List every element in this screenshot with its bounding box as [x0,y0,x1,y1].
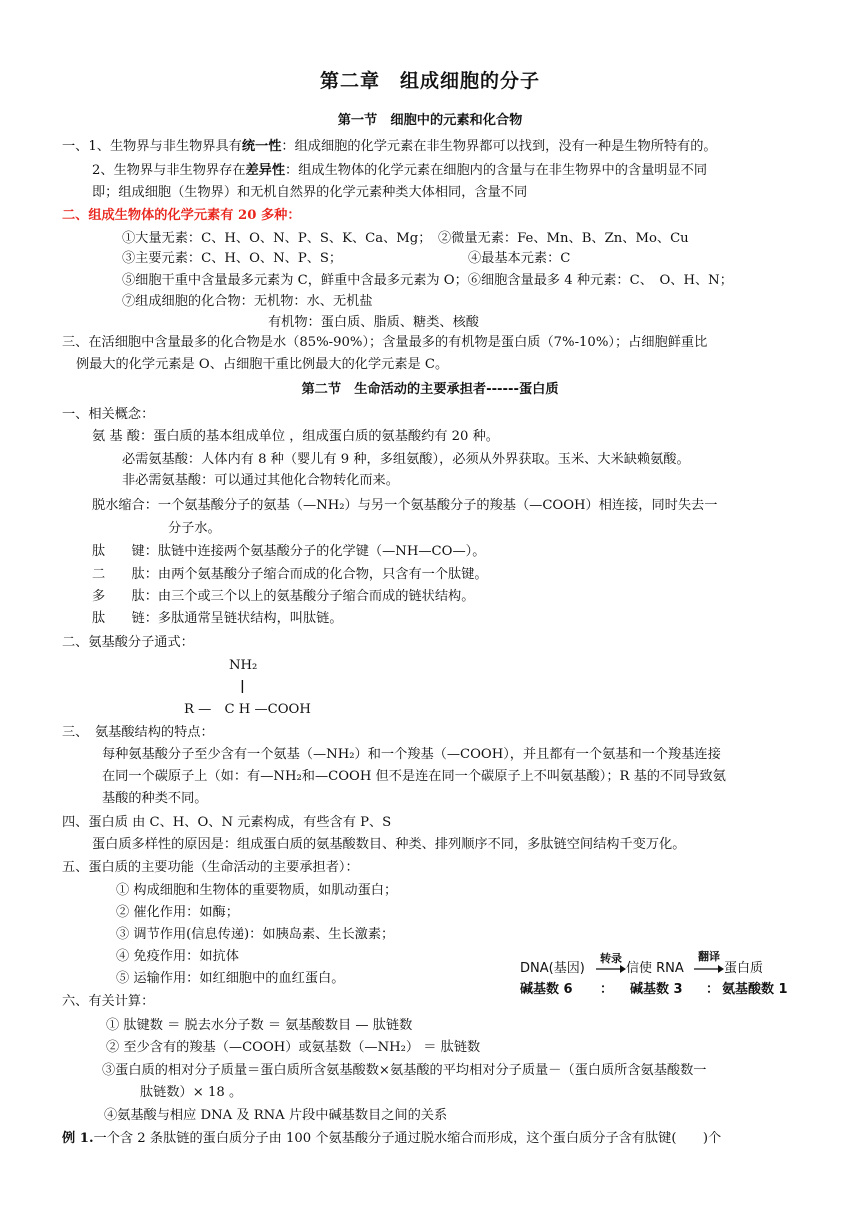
calc-peptide-bonds: ① 肽键数 ＝ 脱去水分子数 ＝ 氨基酸数目 — 肽链数 [106,1018,413,1033]
paragraph-water-cont: 例最大的化学元素是 O、占细胞干重比例最大的化学元素是 C。 [76,357,449,372]
calc-base-ratio: ④氨基酸与相应 DNA 及 RNA 片段中碱基数目之间的关系 [104,1108,448,1123]
unity-keyword: 统一性 [241,139,282,154]
function-immunity: ④ 免疫作用：如抗体 [116,949,239,964]
unity-lead: 一、1、生物界与非生物界具有 [62,139,242,154]
concept-nonessential-aa: 非必需氨基酸：可以通过其他化合物转化而来。 [122,473,399,488]
mrna-label: 信使 RNA [626,961,684,976]
function-transport: ⑤ 运输作用：如红细胞中的血红蛋白。 [116,971,345,986]
formula-heading: 二、氨基酸分子通式： [62,635,194,650]
elements-heading: 二、组成生物体的化学元素有 20 多种： [62,208,301,223]
formula-main: R — C H —COOH [184,702,311,717]
elements-main: ③主要元素：C、H、O、N、P、S； [122,251,343,266]
structure-line-2: 在同一个碳原子上（如：有—NH₂和—COOH 但不是连在同一个碳原子上不叫氨基酸）；R 基的不同导致氨 [102,769,726,784]
calc-min-groups: ② 至少含有的羧基（—COOH）或氨基数（—NH₂） ＝ 肽链数 [106,1040,481,1055]
paragraph-water: 三、在活细胞中含量最多的化合物是水（85%-90%）；含量最多的有机物是蛋白质（7%-10%）；占细胞鲜重比 [62,335,708,350]
elements-basic: ④最基本元素：C [468,251,571,266]
compounds-inorganic: ⑦组成细胞的化合物：无机物：水、无机盐 [122,294,373,309]
function-structure: ① 构成细胞和生物体的重要物质，如肌动蛋白； [116,883,398,898]
transcription-arrow [596,964,626,974]
concept-peptide-chain: 肽 链：多肽通常呈链状结构，叫肽链。 [92,611,343,626]
transcription-label: 转录 [600,952,622,965]
dna-label: DNA(基因) [520,961,585,976]
calc-heading: 六、有关计算： [62,994,155,1009]
concept-peptide-bond: 肽 键：肽链中连接两个氨基酸分子的化学键（—NH—CO—）。 [92,544,486,559]
compounds-organic: 有机物：蛋白质、脂质、糖类、核酸 [268,315,479,330]
ratio-separator-2: ： [706,982,720,997]
formula-nh2: NH₂ [229,658,258,673]
concepts-heading: 一、相关概念： [62,407,155,422]
paragraph-difference [92,160,707,182]
calc-molecular-mass-cont: 肽链数）× 18 。 [140,1085,243,1100]
functions-heading: 五、蛋白质的主要功能（生命活动的主要承担者）： [62,860,359,875]
calc-molecular-mass: ③蛋白质的相对分子质量＝蛋白质所含氨基酸数×氨基酸的平均相对分子质量－（蛋白质所含氨基酸数一 [102,1063,707,1078]
ratio-separator-1: ： [600,982,614,997]
structure-heading: 三、 氨基酸结构的特点： [62,725,214,740]
structure-line-3: 基酸的种类不同。 [102,791,208,806]
difference-lead: 2、生物界与非生物界存在 [92,163,246,178]
difference-rest: ：组成生物体的化学元素在细胞内的含量与在非生物界中的含量明显不同 [285,163,708,178]
paragraph-unity [62,136,717,158]
paragraph-difference-cont: 即；组成细胞（生物界）和无机自然界的化学元素种类大体相同，含量不同 [92,185,528,200]
protein-diversity: 蛋白质多样性的原因是：组成蛋白质的氨基酸数目、种类、排列顺序不同，多肽链空间结构千变万化。 [92,837,686,852]
difference-keyword: 差异性 [245,163,286,178]
ratio-rna-bases: 碱基数 3 [630,982,683,997]
ratio-amino-acids: 氨基酸数 1 [722,982,788,997]
structure-line-1: 每种氨基酸分子至少含有一个氨基（—NH₂）和一个羧基（—COOH），并且都有一个氨基和一个羧基连接 [102,747,721,762]
concept-essential-aa: 必需氨基酸：人体内有 8 种（婴儿有 9 种，多组氨酸），必须从外界获取。玉米、大米缺赖氨酸。 [122,452,690,467]
concept-dehydration: 脱水缩合：一个氨基酸分子的氨基（—NH₂）与另一个氨基酸分子的羧基（—COOH）相连接，同时失去一 [92,498,718,513]
translation-arrow [694,964,724,974]
concept-amino-acid: 氨 基 酸：蛋白质的基本组成单位 ，组成蛋白质的氨基酸约有 20 种。 [92,429,499,444]
formula-bond: | [240,679,245,694]
translation-label: 翻译 [698,950,720,963]
protein-elements: 四、蛋白质 由 C、H、O、N 元素构成，有些含有 P、S [62,815,392,830]
elements-content: ⑤细胞干重中含量最多元素为 C，鲜重中含最多元素为 O；⑥细胞含量最多 4 种元素：C、 O、H、N； [122,273,733,288]
function-catalysis: ② 催化作用：如酶； [116,905,239,920]
page-title: 第二章 组成细胞的分子 [319,70,540,92]
example-1 [62,1128,721,1150]
example-label: 例 1. [62,1131,94,1146]
concept-dipeptide: 二 肽：由两个氨基酸分子缩合而成的化合物，只含有一个肽键。 [92,567,488,582]
function-regulation: ③ 调节作用(信息传递)：如胰岛素、生长激素； [116,927,395,942]
concept-polypeptide: 多 肽：由三个或三个以上的氨基酸分子缩合而成的链状结构。 [92,589,475,604]
elements-major-minor: ①大量无素：C、H、O、N、P、S、K、Ca、Mg； ②微量无素：Fe、Mn、B、Zn、Mo、Cu [122,231,689,246]
gene-expression-diagram [520,950,810,996]
example-question: 一个含 2 条肽链的蛋白质分子由 100 个氨基酸分子通过脱水缩合而形成，这个蛋白质分子含有肽键( )个 [93,1131,722,1146]
protein-label: 蛋白质 [724,961,764,976]
concept-dehydration-cont: 分子水。 [168,521,221,536]
unity-rest: ：组成细胞的化学元素在非生物界都可以找到，没有一种是生物所特有的。 [281,139,717,154]
section-1-heading: 第一节 细胞中的元素和化合物 [337,113,523,128]
ratio-dna-bases: 碱基数 6 [520,982,573,997]
section-2-heading: 第二节 生命活动的主要承担者------蛋白质 [301,382,559,397]
